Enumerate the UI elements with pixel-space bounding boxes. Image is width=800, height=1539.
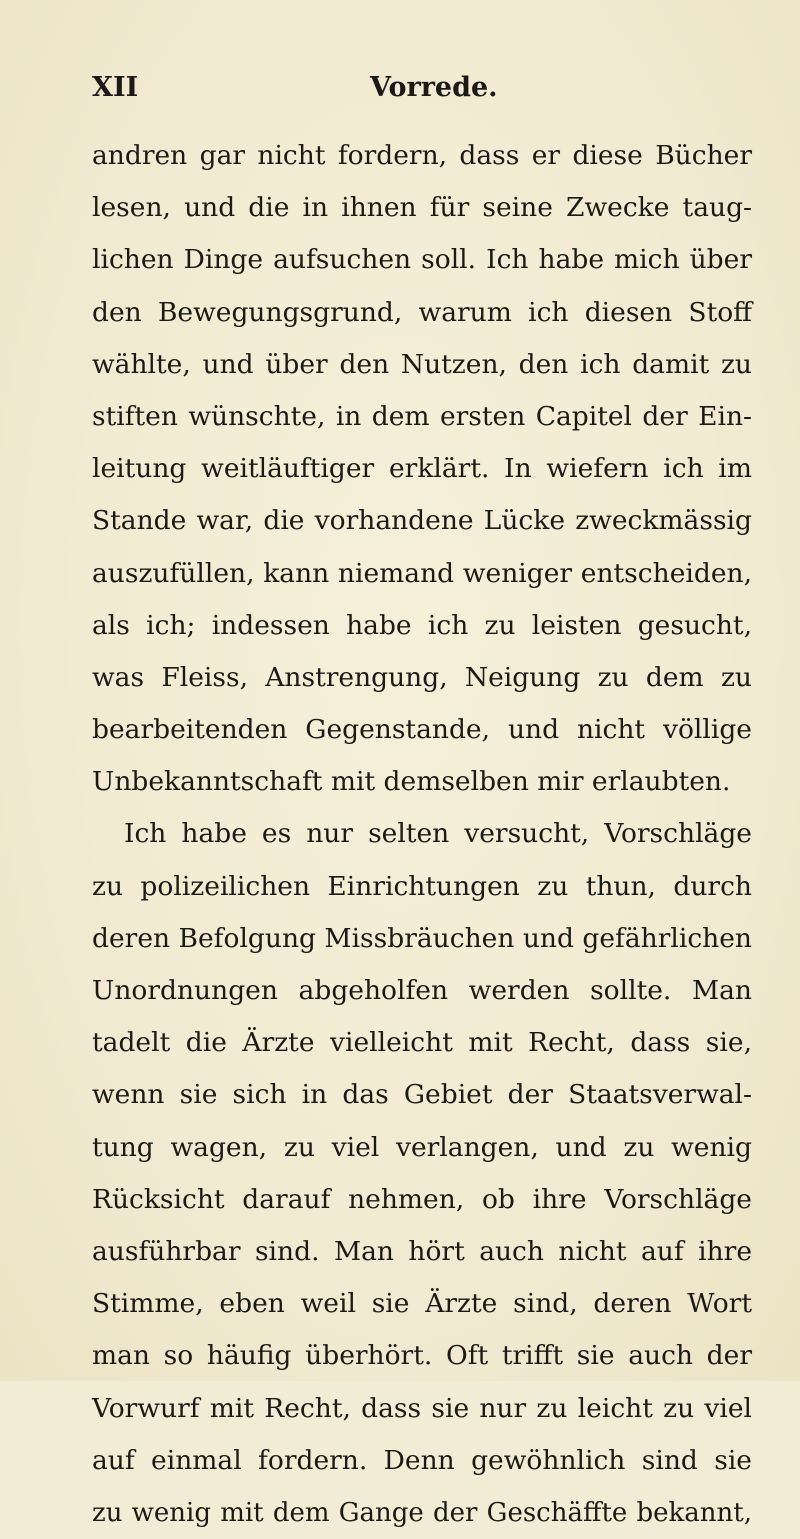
text-line: leitung weitläuftiger erklärt. In wiefern ich im bbox=[92, 453, 752, 485]
text-line: Unordnungen abgeholfen werden sollte. Man bbox=[92, 975, 752, 1006]
text-line: stiften wünschte, in dem ersten Capitel der Ein- bbox=[92, 400, 752, 432]
text-line: lesen, und die in ihnen für seine Zwecke taug- bbox=[92, 192, 752, 224]
text-line: andren gar nicht fordern, dass er diese Bücher bbox=[92, 140, 752, 171]
running-head bbox=[92, 72, 742, 112]
text-line: ausführbar sind. Man hört auch nicht auf ihre bbox=[92, 1235, 752, 1267]
text-line: lichen Dinge aufsuchen soll. Ich habe mich über bbox=[92, 244, 752, 276]
text-line: Vorwurf mit Recht, dass sie nur zu leicht zu viel bbox=[92, 1392, 752, 1424]
text-line: als ich; indessen habe ich zu leisten gesucht, bbox=[92, 609, 752, 641]
text-line: Rücksicht darauf nehmen, ob ihre Vorschläge bbox=[92, 1183, 752, 1215]
body-text bbox=[92, 130, 752, 1539]
text-line: tadelt die Ärzte vielleicht mit Recht, dass sie, bbox=[92, 1027, 752, 1059]
text-line: deren Befolgung Missbräuchen und gefährlichen bbox=[92, 922, 752, 954]
text-line: auszufüllen, kann niemand weniger entscheiden, bbox=[92, 557, 752, 589]
text-line: Stande war, die vorhandene Lücke zweckmässig bbox=[92, 505, 752, 537]
text-line: wenn sie sich in das Gebiet der Staatsverwal- bbox=[92, 1079, 752, 1111]
text-line: tung wagen, zu viel verlangen, und zu wenig bbox=[92, 1131, 752, 1163]
text-line: den Bewegungsgrund, warum ich diesen Stoff bbox=[92, 296, 752, 328]
text-line: Unbekanntschaft mit demselben mir erlaubten. bbox=[92, 766, 731, 798]
text-line: zu wenig mit dem Gange der Geschäffte bekannt, bbox=[92, 1497, 752, 1528]
text-line: man so häufig überhört. Oft trifft sie auch der bbox=[92, 1340, 752, 1372]
running-title: Vorrede. bbox=[370, 72, 498, 103]
text-line: auf einmal fordern. Denn gewöhnlich sind sie bbox=[92, 1444, 752, 1476]
page-number: XII bbox=[92, 72, 139, 103]
text-line: zu polizeilichen Einrichtungen zu thun, durch bbox=[92, 870, 752, 902]
text-line: was Fleiss, Anstrengung, Neigung zu dem zu bbox=[92, 661, 752, 693]
text-line: Ich habe es nur selten versucht, Vorschläge bbox=[124, 818, 752, 850]
text-line: wählte, und über den Nutzen, den ich damit zu bbox=[92, 348, 752, 380]
text-line: bearbeitenden Gegenstande, und nicht völlige bbox=[92, 714, 752, 746]
text-line: Stimme, eben weil sie Ärzte sind, deren Wort bbox=[92, 1288, 752, 1320]
